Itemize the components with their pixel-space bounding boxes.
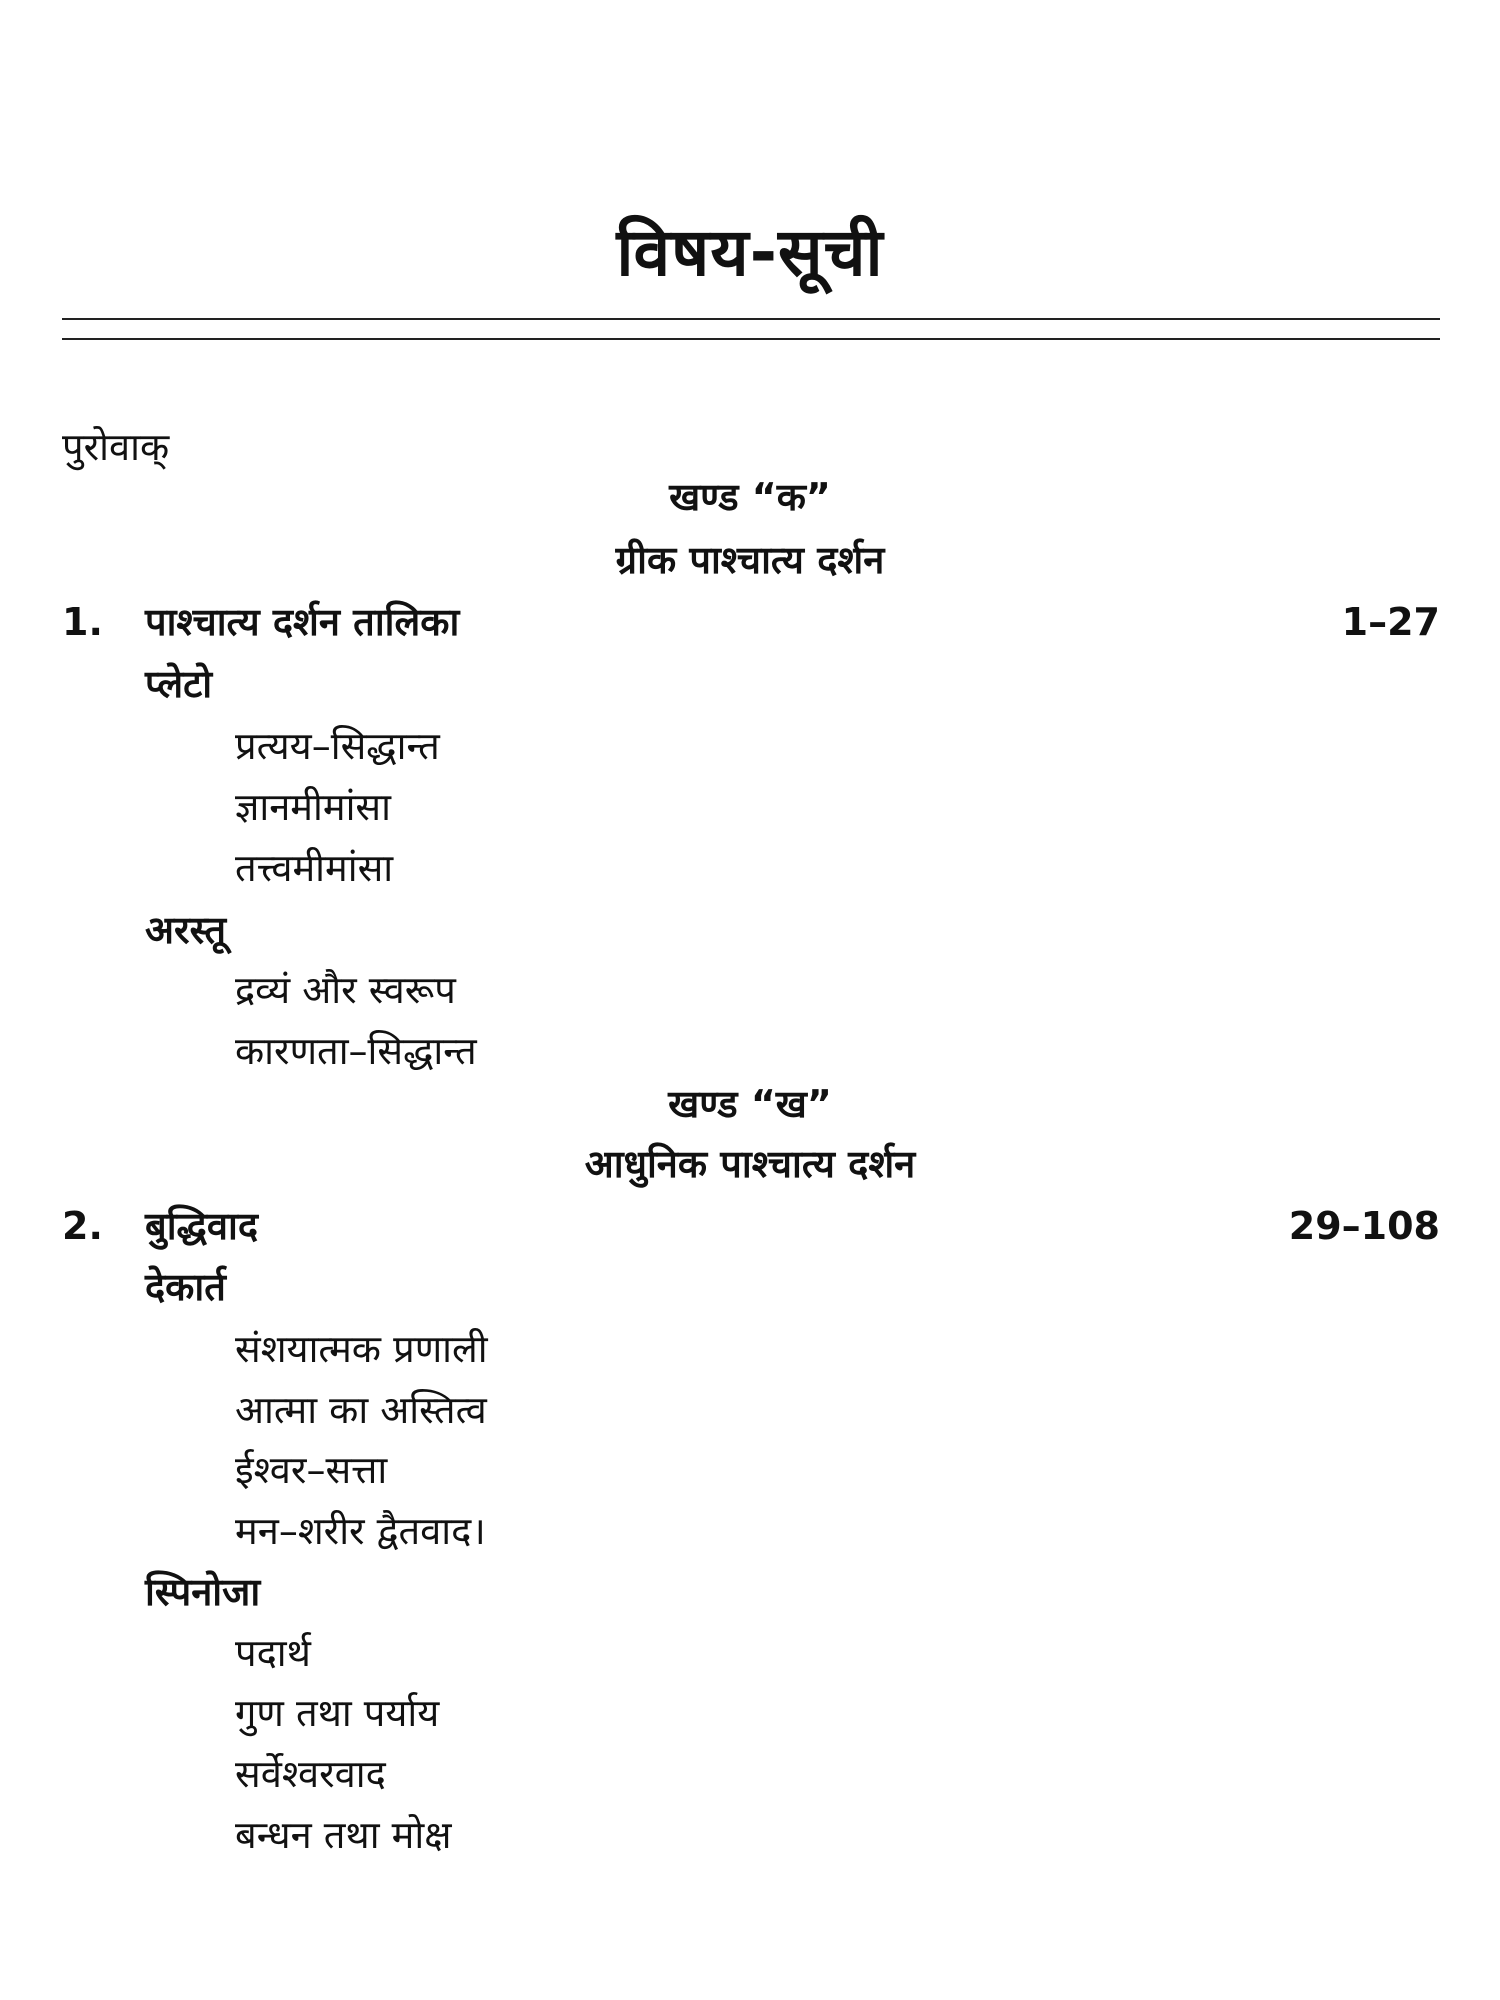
chapter-2-number: 2. [62,1204,103,1248]
topic-item: बन्धन तथा मोक्ष [235,1813,452,1857]
topic-item: सर्वेश्वरवाद [235,1752,386,1796]
chapter-1-number: 1. [62,600,103,644]
topic-item: प्रत्यय–सिद्धान्त [235,724,440,768]
chapter-1-pages: 1–27 [1341,600,1440,644]
topic-item: तत्त्वमीमांसा [235,846,394,890]
topic-item: ईश्वर–सत्ता [235,1448,388,1492]
topic-item: पदार्थ [235,1631,311,1675]
philosopher-plato: प्लेटो [145,662,213,706]
chapter-2-title: बुद्धिवाद [145,1204,259,1248]
title-rule-bottom [62,338,1440,340]
title-rule-top [62,318,1440,320]
philosopher-spinoza: स्पिनोजा [145,1570,261,1614]
section-a-heading: खण्ड “क” [669,475,831,519]
topic-item: संशयात्मक प्रणाली [235,1327,488,1371]
section-b-subheading: आधुनिक पाश्चात्य दर्शन [584,1142,916,1186]
preface-entry: पुरोवाक् [62,425,170,469]
chapter-1-title: पाश्चात्य दर्शन तालिका [145,600,460,644]
chapter-2-pages: 29–108 [1288,1204,1440,1248]
section-a-subheading: ग्रीक पाश्चात्य दर्शन [615,538,885,582]
topic-item: ज्ञानमीमांसा [235,785,391,829]
page-title: विषय-सूची [616,214,884,291]
topic-item: द्रव्यं और स्वरूप [235,968,456,1012]
section-b-heading: खण्ड “ख” [668,1082,832,1126]
philosopher-descartes: देकार्त [145,1265,226,1309]
topic-item: आत्मा का अस्तित्व [235,1388,487,1432]
topic-item: कारणता–सिद्धान्त [235,1029,477,1073]
topic-item: गुण तथा पर्याय [235,1691,440,1735]
philosopher-aristotle: अरस्तू [145,908,227,952]
topic-item: मन–शरीर द्वैतवाद। [235,1509,486,1553]
